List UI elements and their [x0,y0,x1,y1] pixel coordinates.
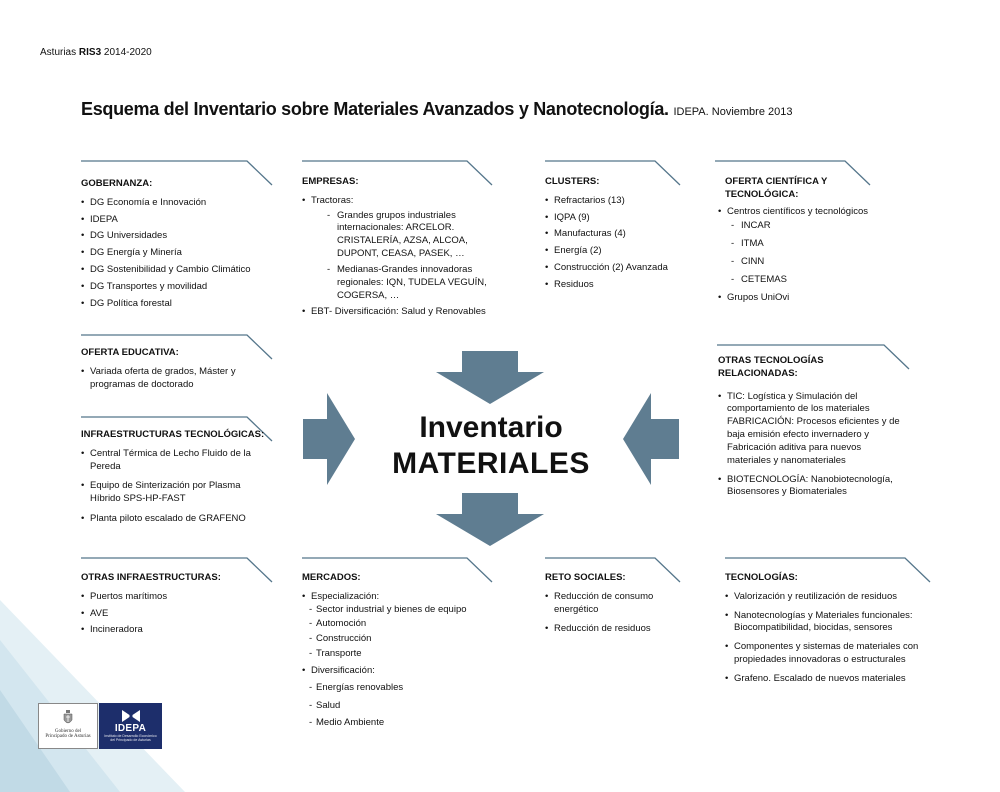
list-item: • DG Economía e Innovación [81,197,281,210]
idepa-tagline1: Instituto de Desarrollo Económico [104,734,157,738]
list-item: • Incineradora [81,624,261,637]
list-item: • AVE [81,608,261,621]
tractoras-sublist [327,210,487,303]
page-title-main: Esquema del Inventario sobre Materiales Avanzados y Nanotecnología. [81,99,669,119]
list-item [302,665,502,730]
list-item: - CINN [731,256,888,269]
list-item: • Manufacturas (4) [545,228,695,241]
list-item: • Central Térmica de Lecho Fluido de la Pereda [81,448,266,474]
list-item: - Automoción [309,618,502,631]
list-item: - CETEMAS [731,274,888,287]
header-program [40,47,152,58]
list-item: • Energía (2) [545,245,695,258]
idepa-name: IDEPA [114,723,147,734]
list-item [718,206,888,287]
section-title-line2: RELACIONADAS: [718,367,798,379]
list-item: • IQPA (9) [545,212,695,225]
list-item: • Residuos [545,279,695,292]
diversificacion-sublist [309,682,502,730]
section-tecnologias [725,572,920,690]
especializacion-label: Especialización: [311,590,380,602]
list-item [302,195,502,303]
list-item: • Nanotecnologías y Materiales funcionales: Biocompatibilidad, biocidas, sensores [725,610,920,636]
list-item: • Puertos marítimos [81,591,261,604]
diversificacion-label: Diversificación: [311,664,375,676]
section-title: MERCADOS: [302,572,361,583]
idepa-mark-icon [122,710,140,722]
list-item: • BIOTECNOLOGÍA: Nanobiotecnología, Biosensores y Biomateriales [718,474,904,500]
section-otras-tecnologias [718,355,904,503]
section-title-line2: TECNOLÓGICA: [725,188,799,200]
list-item: • EBT- Diversificación: Salud y Renovables [302,306,502,319]
section-infra-tecnologicas [81,429,266,530]
section-oferta-cientifica [718,176,888,309]
list-item: - Grandes grupos industriales internacionales: ARCELOR. CRISTALERÍA, AZSA, ALCOA, DUPONT, CEASA, PASEK, … [327,210,487,261]
list-item: • Refractarios (13) [545,195,695,208]
principado-line1: Gobierno del [54,729,82,734]
section-title: RETO SOCIALES: [545,572,626,583]
list-item: • Reducción de consumo energético [545,591,655,617]
list-item: • Equipo de Sinterización por Plasma Híbrido SPS-HP-FAST [81,480,266,506]
list-item: • DG Sostenibilidad y Cambio Climático [81,264,281,277]
section-mercados [302,572,502,734]
section-title: OTRAS INFRAESTRUCTURAS: [81,572,221,583]
list-item: - Medianas-Grandes innovadoras regionales: IQN, TUDELA VEGUÍN, COGERSA, … [327,264,487,302]
list-item: • Grafeno. Escalado de nuevos materiales [725,673,920,686]
tecnologias-list [725,591,920,686]
list-item: • Valorización y reutilización de residuos [725,591,920,604]
section-title-line1: OTRAS TECNOLOGÍAS [718,355,824,366]
retos-list [545,591,655,636]
oferta-cientifica-list [718,206,888,305]
section-title: OFERTA EDUCATIVA: [81,347,179,358]
list-item: • DG Política forestal [81,298,281,311]
otras-tecnologias-list [718,391,904,500]
list-item: - Construcción [309,633,502,646]
page-title [81,99,792,120]
oferta-educativa-list [81,366,261,392]
empresas-list [302,195,502,319]
list-item: • Variada oferta de grados, Máster y programas de doctorado [81,366,261,392]
center-inventario [380,410,602,482]
section-title: TECNOLOGÍAS: [725,572,798,583]
section-otras-infraestructuras [81,572,261,641]
header-program-name: RIS3 [78,47,102,58]
section-title: CLUSTERS: [545,176,600,187]
header-region: Asturias [40,47,77,58]
list-item: - ITMA [731,238,888,251]
especializacion-sublist [309,604,502,661]
list-item [302,591,502,661]
section-gobernanza [81,178,281,315]
arrow-right-left [303,393,355,485]
list-item: • Grupos UniOvi [718,292,888,305]
list-item: • Componentes y sistemas de materiales con propiedades innovadoras o estructurales [725,641,920,667]
list-item: • DG Transportes y movilidad [81,281,281,294]
centros-sublist [731,220,888,286]
section-title: EMPRESAS: [302,176,359,187]
arrow-left-right [623,393,679,485]
infra-tecnologicas-list [81,448,266,526]
mercados-list [302,591,502,730]
list-item: • DG Energía y Minería [81,247,281,260]
list-item: - Energías renovables [309,682,502,695]
list-item: - Sector industrial y bienes de equipo [309,604,502,617]
coat-of-arms-icon [63,710,73,726]
section-clusters [545,176,695,296]
list-item: • IDEPA [81,214,281,227]
center-line1: Inventario [419,411,563,444]
principado-line2: Principado de Asturias [45,734,91,739]
centros-label: Centros científicos y tecnológicos [727,205,868,217]
section-title [718,355,904,381]
list-item: - Salud [309,700,502,713]
idepa-logo [99,703,162,749]
header-period: 2014-2020 [103,47,152,58]
arrow-down-bottom [436,493,544,546]
list-item: • Reducción de residuos [545,623,655,636]
tractoras-label: Tractoras: [311,194,354,206]
logos [38,703,162,749]
principado-logo [38,703,98,749]
gobernanza-list [81,197,281,311]
clusters-list [545,195,695,292]
section-title: INFRAESTRUCTURAS TECNOLÓGICAS: [81,429,265,440]
list-item: • DG Universidades [81,230,281,243]
list-item: - Medio Ambiente [309,717,502,730]
list-item: - Transporte [309,648,502,661]
list-item: • TIC: Logística y Simulación del comportamiento de los materiales FABRICACIÓN: Procesos eficientes y de baja emisión efecto invernadero y Fabricación aditiva para nuevos materiales y nanomateriales [718,391,904,468]
section-title-line1: OFERTA CIENTÍFICA Y [725,176,828,187]
section-title: GOBERNANZA: [81,178,153,189]
idepa-tagline2: del Principado de Asturias [110,738,151,743]
section-retos-sociales [545,572,655,640]
section-title [718,176,888,202]
arrow-down-top [436,351,544,404]
list-item: • Construcción (2) Avanzada [545,262,695,275]
section-oferta-educativa [81,347,261,395]
section-empresas [302,176,502,323]
list-item: • Planta piloto escalado de GRAFENO [81,513,266,526]
otras-infra-list [81,591,261,637]
center-line2: MATERIALES [392,447,590,480]
list-item: - INCAR [731,220,888,233]
page-title-sub: IDEPA. Noviembre 2013 [673,106,793,118]
